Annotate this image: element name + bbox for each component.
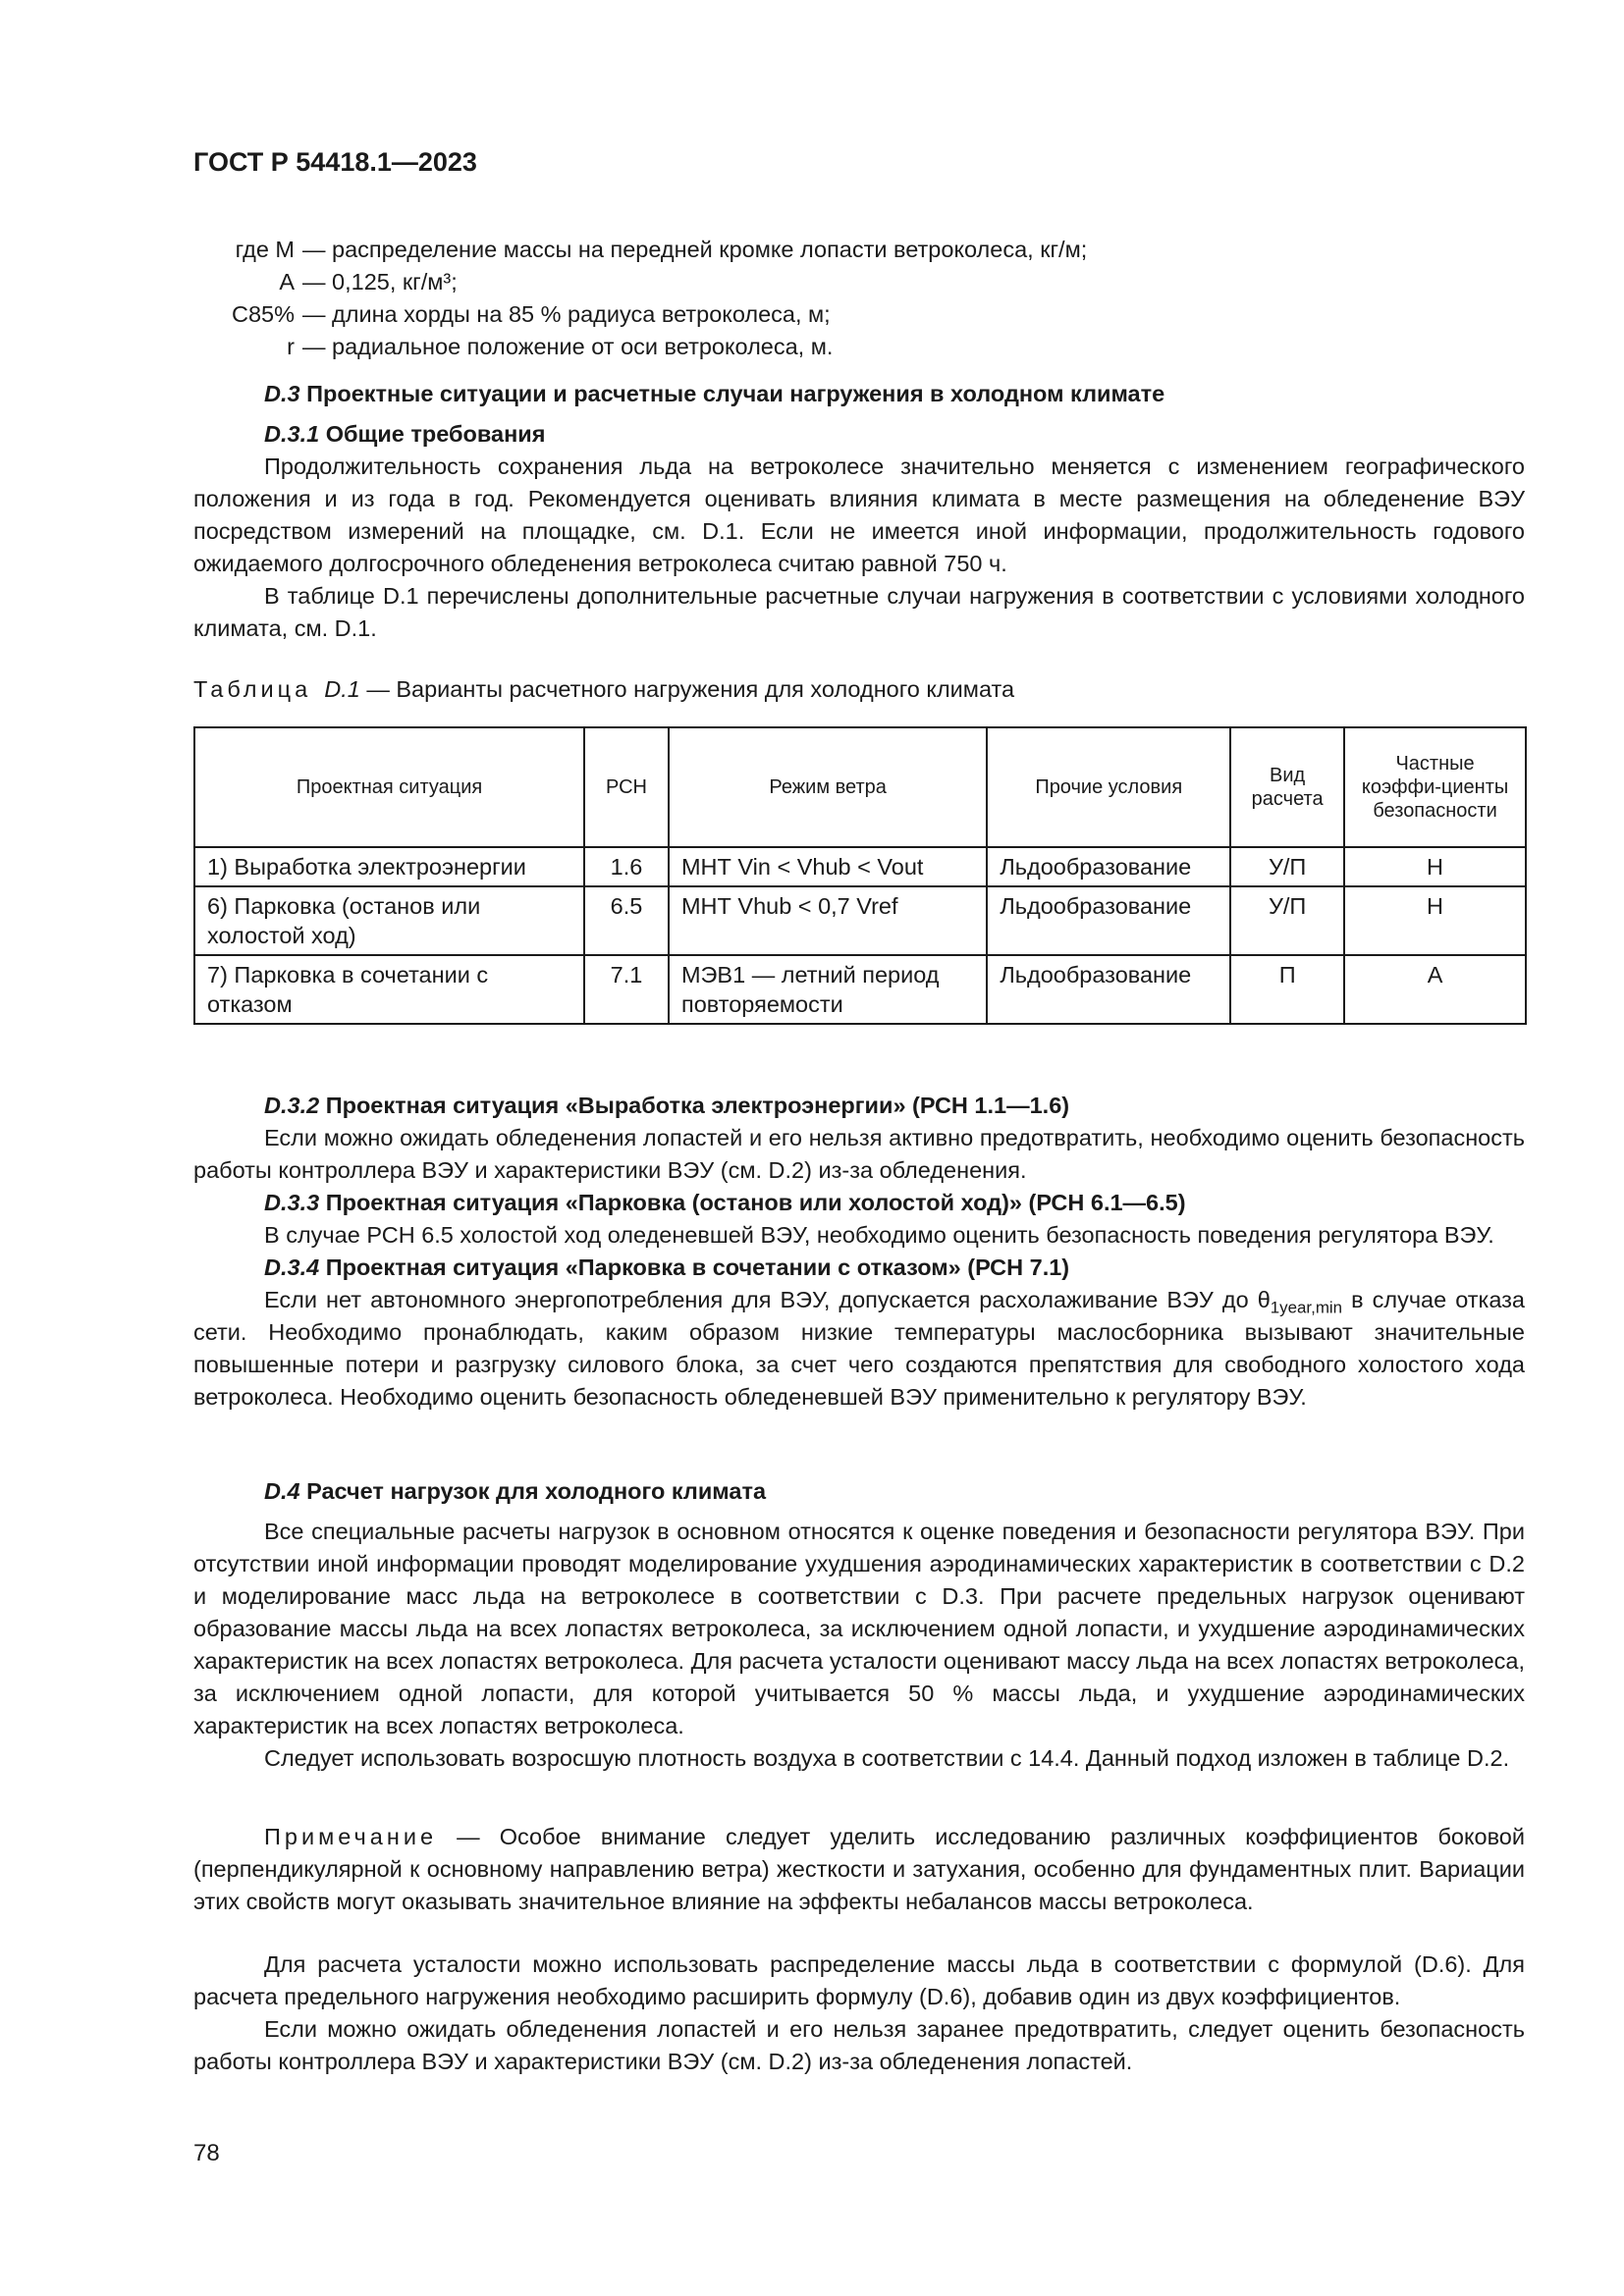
legend-row	[196, 266, 1087, 298]
legend-description: — 0,125, кг/м³;	[302, 269, 458, 294]
column-header: Режим ветра	[669, 727, 987, 847]
legend-symbol: r	[287, 334, 295, 359]
other-cell: Льдообразование	[987, 955, 1230, 1024]
paragraph: В случае РСН 6.5 холостой ход оледеневшей ВЭУ, необходимо оценить безопасность поведения регулятора ВЭУ.	[264, 1222, 1494, 1248]
rsn-cell: 7.1	[584, 955, 669, 1024]
wind-cell: МЭВ1 — летний период повторяемости	[669, 955, 987, 1024]
note-text: — Особое внимание следует уделить исследованию различных коэффициентов боковой (перпендикулярной к основному направлению ветра) жесткости и затухания, особенно для фундаментных плит. Вариации этих свойств могут оказывать значительное влияние на эффекты небалансов массы ветроколеса.	[193, 1824, 1526, 1914]
paragraph: Продолжительность сохранения льда на ветроколесе значительно меняется с изменением географического положения и из года в год. Рекомендуется оценивать влияния климата в месте размещения на обледенение ВЭУ посредством измерений на площадке, см. D.1. Если не имеется иной информации, продолжительность годового ожидаемого долгосрочного обледенения ветроколеса считаю равной 750 ч.	[193, 454, 1525, 576]
column-header: Проектная ситуация	[194, 727, 584, 847]
subsection-heading: D.3.2 Проектная ситуация «Выработка электроэнергии» (РСН 1.1—1.6)	[264, 1093, 1070, 1118]
paragraph: Если нет автономного энергопотребления для ВЭУ, допускается расхолаживание ВЭУ до $\theta_{1year,min}$ в случае отказа сети. Необходимо пронаблюдать, каким образом низкие температуры маслосборника вызывают значительные повышенные потери и разгрузку силового блока, за счет чего создаются препятствия для свободного холостого хода ветроколеса. Необходимо оценить безопасность обледеневшей ВЭУ применительно к регулятору ВЭУ.	[193, 1287, 1525, 1410]
column-header: Прочие условия	[987, 727, 1230, 847]
subsection-heading: D.3.3 Проектная ситуация «Парковка (останов или холостой ход)» (РСН 6.1—6.5)	[264, 1190, 1186, 1215]
paragraph: Для расчета усталости можно использовать распределение массы льда в соответствии с формулой (D.6). Для расчета предельного нагружения необходимо расширить формулу (D.6), добавив один из двух коэффициентов.	[193, 1951, 1525, 2009]
subsection-heading: D.3.4 Проектная ситуация «Парковка в сочетании с отказом» (РСН 7.1)	[264, 1255, 1070, 1280]
paragraph: Если можно ожидать обледенения лопастей и его нельзя заранее предотвратить, следует оценить безопасность работы контроллера ВЭУ и характеристики ВЭУ (см. D.2) из-за обледенения лопастей.	[193, 2016, 1525, 2074]
legend-description: — радиальное положение от оси ветроколеса, м.	[302, 334, 834, 359]
column-header: Частные коэффи-циенты безопасности	[1344, 727, 1526, 847]
section-d4	[193, 1475, 1525, 1775]
paragraph: В таблице D.1 перечислены дополнительные расчетные случаи нагружения в соответствии с условиями холодного климата, см. D.1.	[193, 583, 1525, 641]
type-cell: У/П	[1230, 886, 1344, 955]
situation-cell: 1) Выработка электроэнергии	[194, 847, 584, 886]
document-number-header: ГОСТ Р 54418.1—2023	[193, 147, 477, 177]
coef-cell: Н	[1344, 847, 1526, 886]
legend-symbol: C85%	[231, 301, 295, 327]
wind-cell: МНТ Vin < Vhub < Vout	[669, 847, 987, 886]
legend-description: — распределение массы на передней кромке лопасти ветроколеса, кг/м;	[302, 237, 1088, 262]
subsection-number: D.3.1	[264, 421, 320, 447]
formula-legend	[196, 234, 1087, 363]
column-header: РСН	[584, 727, 669, 847]
section-heading	[193, 378, 1525, 410]
section-heading: D.4 Расчет нагрузок для холодного климата	[264, 1478, 767, 1504]
subsection-title: Общие требования	[325, 421, 546, 447]
column-header: Вид расчета	[1230, 727, 1344, 847]
legend-row	[196, 298, 1087, 331]
legend-row	[196, 331, 1087, 363]
table-row	[194, 955, 1526, 1024]
note	[193, 1821, 1525, 1918]
section-d3	[193, 378, 1525, 645]
situation-cell: 7) Парковка в сочетании с отказом	[194, 955, 584, 1024]
note-paragraph	[193, 1821, 1525, 1918]
paragraph: Следует использовать возросшую плотность воздуха в соответствии с 14.4. Данный подход изложен в таблице D.2.	[264, 1745, 1510, 1771]
type-cell: У/П	[1230, 847, 1344, 886]
other-cell: Льдообразование	[987, 886, 1230, 955]
situation-cell: 6) Парковка (останов или холостой ход)	[194, 886, 584, 955]
note-label: Примечание	[264, 1824, 438, 1849]
legend-description: — длина хорды на 85 % радиуса ветроколеса, м;	[302, 301, 831, 327]
page-number: 78	[193, 2140, 220, 2166]
legend-symbol: где M	[235, 237, 295, 262]
wind-cell: МНТ Vhub < 0,7 Vref	[669, 886, 987, 955]
table-row	[194, 847, 1526, 886]
section-title: Проектные ситуации и расчетные случаи нагружения в холодном климате	[306, 381, 1165, 406]
table-header-row	[194, 727, 1526, 847]
subsection-heading	[193, 418, 1525, 451]
other-cell: Льдообразование	[987, 847, 1230, 886]
load-cases-table	[193, 726, 1527, 1025]
section-number: D.3	[264, 381, 300, 406]
sections-d32-d34	[193, 1090, 1525, 1414]
closing-paragraphs	[193, 1949, 1525, 2078]
rsn-cell: 1.6	[584, 847, 669, 886]
paragraph: Если можно ожидать обледенения лопастей и его нельзя активно предотвратить, необходимо оценить безопасность работы контроллера ВЭУ и характеристики ВЭУ (см. D.2) из-за обледенения.	[193, 1125, 1525, 1183]
coef-cell: Н	[1344, 886, 1526, 955]
table-row	[194, 886, 1526, 955]
rsn-cell: 6.5	[584, 886, 669, 955]
coef-cell: А	[1344, 955, 1526, 1024]
paragraph: Все специальные расчеты нагрузок в основном относятся к оценке поведения и безопасности регулятора ВЭУ. При отсутствии иной информации проводят моделирование ухудшения аэродинамических характеристик в соответствии с D.2 и моделирование масс льда на ветроколесе в соответствии с D.3. При расчете предельных нагрузок оценивают образование массы льда на всех лопастях ветроколеса, за исключением одной лопасти, и ухудшение аэродинамических характеристик на всех лопастях ветроколеса. Для расчета усталости оценивают массу льда на всех лопастях ветроколеса, за исключением одной лопасти, для которой учитывается 50 % массы льда, и ухудшение аэродинамических характеристик на всех лопастях ветроколеса.	[193, 1519, 1525, 1738]
type-cell: П	[1230, 955, 1344, 1024]
legend-row	[196, 234, 1087, 266]
legend-symbol: A	[279, 269, 295, 294]
table-caption: Таблица D.1 — Варианты расчетного нагружения для холодного климата	[193, 676, 1015, 702]
